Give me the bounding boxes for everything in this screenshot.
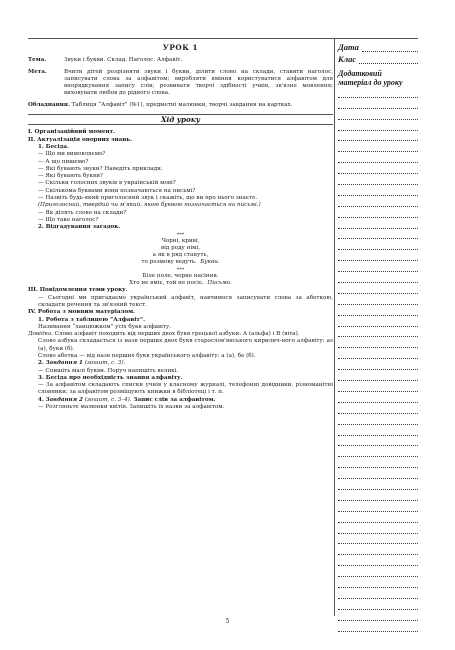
notes-margin <box>338 40 418 632</box>
note-line[interactable] <box>338 370 418 381</box>
note-line[interactable] <box>338 152 418 163</box>
question-line: — Які бувають букви? <box>38 173 103 180</box>
section-2: II. Актуалізація опорних знань. <box>28 136 133 143</box>
class-label: Клас <box>338 54 357 64</box>
note-line[interactable] <box>338 436 418 447</box>
tema-value: Звуки і букви. Склад. Наголос. Алфавіт. <box>64 57 183 64</box>
note-line[interactable] <box>338 250 418 261</box>
note-line[interactable] <box>338 283 418 294</box>
note-line[interactable] <box>338 359 418 370</box>
note-line[interactable] <box>338 490 418 501</box>
task-tail: Запис слів за алфавітом. <box>133 396 216 403</box>
lesson-flow-heading: Хід уроку <box>28 114 333 125</box>
section-4-4 <box>28 397 333 404</box>
note-line[interactable] <box>338 185 418 196</box>
note-line[interactable] <box>338 425 418 436</box>
obladnannya-row <box>28 102 333 109</box>
note-line[interactable] <box>338 588 418 599</box>
section-4-1-text: Називання “ланцюжком” усіх букв алфавіту. <box>38 323 172 330</box>
note-line[interactable] <box>338 534 418 545</box>
riddle-line-last <box>28 280 333 287</box>
riddle-answer: Письмо. <box>207 280 232 287</box>
stars-divider: *** <box>176 231 185 238</box>
note-line[interactable] <box>338 316 418 327</box>
azbuka-note: Слово азбука складається із назв перших двох букв старослов'янського кирилич-ного алфавіту: аз (а), буки (б). <box>38 338 333 352</box>
reference-key: Довідка. <box>28 331 53 338</box>
note-line[interactable] <box>338 207 418 218</box>
section-4-1: 1. Робота з таблицею “Алфавіт”. <box>38 316 146 323</box>
note-line[interactable] <box>338 523 418 534</box>
question-line: — Які бувають звуки? Наведіть приклади. <box>38 165 163 172</box>
note-line[interactable] <box>338 392 418 403</box>
meta-row <box>28 69 333 98</box>
question-line: — Що ми вимовляємо? <box>38 151 106 158</box>
section-4: IV. Робота з мовним матеріалом. <box>28 309 136 316</box>
note-line[interactable] <box>338 141 418 152</box>
note-line[interactable] <box>338 98 418 109</box>
note-line[interactable] <box>338 305 418 316</box>
margin-rule <box>334 38 335 616</box>
note-line[interactable] <box>338 457 418 468</box>
note-line[interactable] <box>338 174 418 185</box>
task-key: Завдання 2 <box>45 396 83 403</box>
section-4-2 <box>28 360 333 367</box>
lesson-title: УРОК 1 <box>162 43 199 52</box>
task-number: 2. <box>38 360 44 367</box>
note-line[interactable] <box>338 87 418 98</box>
note-line[interactable] <box>338 239 418 250</box>
obladnannya-value: Таблиця “Алфавіт” (№1), предметні малюнки, творчі завдання на картках. <box>71 101 293 108</box>
note-line[interactable] <box>338 599 418 610</box>
note-line[interactable] <box>338 414 418 425</box>
note-line[interactable] <box>338 196 418 207</box>
note-lines <box>338 87 418 632</box>
note-line[interactable] <box>338 577 418 588</box>
note-line[interactable] <box>338 501 418 512</box>
riddle-text: то розмову ведуть. <box>141 259 197 266</box>
note-line[interactable] <box>338 218 418 229</box>
task-key: Завдання 1 <box>45 360 83 367</box>
date-field[interactable] <box>362 43 418 52</box>
class-row <box>338 52 418 64</box>
riddle-line: Біле поле, чорне насіння. <box>142 272 219 279</box>
note-line[interactable] <box>338 229 418 240</box>
riddle-2 <box>28 273 333 288</box>
riddle-line-last <box>28 259 333 266</box>
tema-row <box>28 57 333 64</box>
note-line[interactable] <box>338 294 418 305</box>
note-line[interactable] <box>338 555 418 566</box>
note-line[interactable] <box>338 261 418 272</box>
note-line[interactable] <box>338 337 418 348</box>
class-field[interactable] <box>359 55 418 64</box>
meta-value: Вчити дітей розрізняти звуки і букви, ділити слово на склади, ставити наголос, записувати слова за алфавітом; виробляти вміння користуватися алфавітом для впорядкування запису слів; розвивати творчі здібності учнів, зв'язне мовлення; виховувати любов до рідного слова. <box>64 68 333 97</box>
riddle-text: Хто не вміє, той не посіє. <box>129 280 204 287</box>
note-line[interactable] <box>338 479 418 490</box>
note-line[interactable] <box>338 468 418 479</box>
reference-text: Слово алфавіт походить від перших двох букв грецької азбуки: А (альфа) і В (віта). <box>54 331 300 338</box>
question-line: — А що пишемо? <box>38 158 89 165</box>
date-label: Дата <box>338 42 359 52</box>
question-line: — Назвіть будь-який приголосний звук і скажіть, що ви про нього знаєте. <box>38 195 258 202</box>
riddle-line: від роду німі, <box>160 244 201 251</box>
note-line[interactable] <box>338 403 418 414</box>
riddle-1 <box>28 238 333 267</box>
section-3-text: — Сьогодні ми пригадаємо український алфавіт, навчимося записувати слова за абеткою, складати речення та зв'язний текст. <box>38 294 333 308</box>
task-source: (зошит, с. 3). <box>84 360 126 367</box>
answer-hint: (Приголосний, твердий чи м'який, якою буквою позначається на письмі.) <box>38 202 261 209</box>
question-line: — Скількома буквами вони позначаються на письмі? <box>38 187 196 194</box>
note-line[interactable] <box>338 348 418 359</box>
lesson-body <box>28 42 333 411</box>
note-line[interactable] <box>338 381 418 392</box>
section-1: I. Організаційний момент. <box>28 129 116 136</box>
note-line[interactable] <box>338 446 418 457</box>
section-2-2: 2. Відгадування загадок. <box>38 224 121 231</box>
obladnannya-key: Обладнання. <box>28 101 70 108</box>
note-line[interactable] <box>338 566 418 577</box>
abetka-note: Слово абетка — від назв перших букв українського алфавіту: а (а), бе (б). <box>38 352 256 359</box>
note-line[interactable] <box>338 327 418 338</box>
extra-label-line: Додатковий <box>338 69 382 78</box>
task-source: (зошит, с. 3–4). <box>84 396 132 403</box>
question-line: — Як ділять слово на склади? <box>38 209 127 216</box>
top-rule <box>28 38 418 39</box>
stars-divider: *** <box>176 266 185 273</box>
question-line: — Що таке наголос? <box>38 216 99 223</box>
riddle-line: Чорні, криві, <box>161 237 200 244</box>
task-number: 4. <box>38 396 44 403</box>
tema-key: Тема. <box>28 57 47 64</box>
section-4-3-text: — За алфавітом складають списки учнів у класному журналі, телефонні довідники, різноманітні словники; за алфавітом розміщують книжки в бібліотеці і т. п. <box>38 382 333 396</box>
note-line[interactable] <box>338 109 418 120</box>
note-line[interactable] <box>338 512 418 523</box>
note-line[interactable] <box>338 272 418 283</box>
section-2-1: 1. Бесіда. <box>38 143 69 150</box>
section-4-3: 3. Бесіда про необхідність знання алфавіту. <box>38 374 183 381</box>
riddle-answer: Букви. <box>200 259 220 266</box>
note-line[interactable] <box>338 131 418 142</box>
note-line[interactable] <box>338 163 418 174</box>
meta-key: Мета. <box>28 68 47 75</box>
page-number: 5 <box>225 618 230 625</box>
section-4-2-text: — Спишіть малі букви. Поруч напишіть великі. <box>38 367 179 374</box>
note-line[interactable] <box>338 120 418 131</box>
extra-label-line: матеріал до уроку <box>338 78 403 87</box>
section-4-4-text: — Розгляньте малюнки квітів. Запишіть їх назви за алфавітом. <box>38 404 225 411</box>
note-line[interactable] <box>338 544 418 555</box>
riddle-line: а як в ряд стануть, <box>152 252 209 259</box>
extra-material-label <box>338 69 418 87</box>
date-row <box>338 40 418 52</box>
question-line: — Скільки голосних звуків в українській мові? <box>38 180 176 187</box>
section-3: III. Повідомлення теми уроку. <box>28 287 128 294</box>
